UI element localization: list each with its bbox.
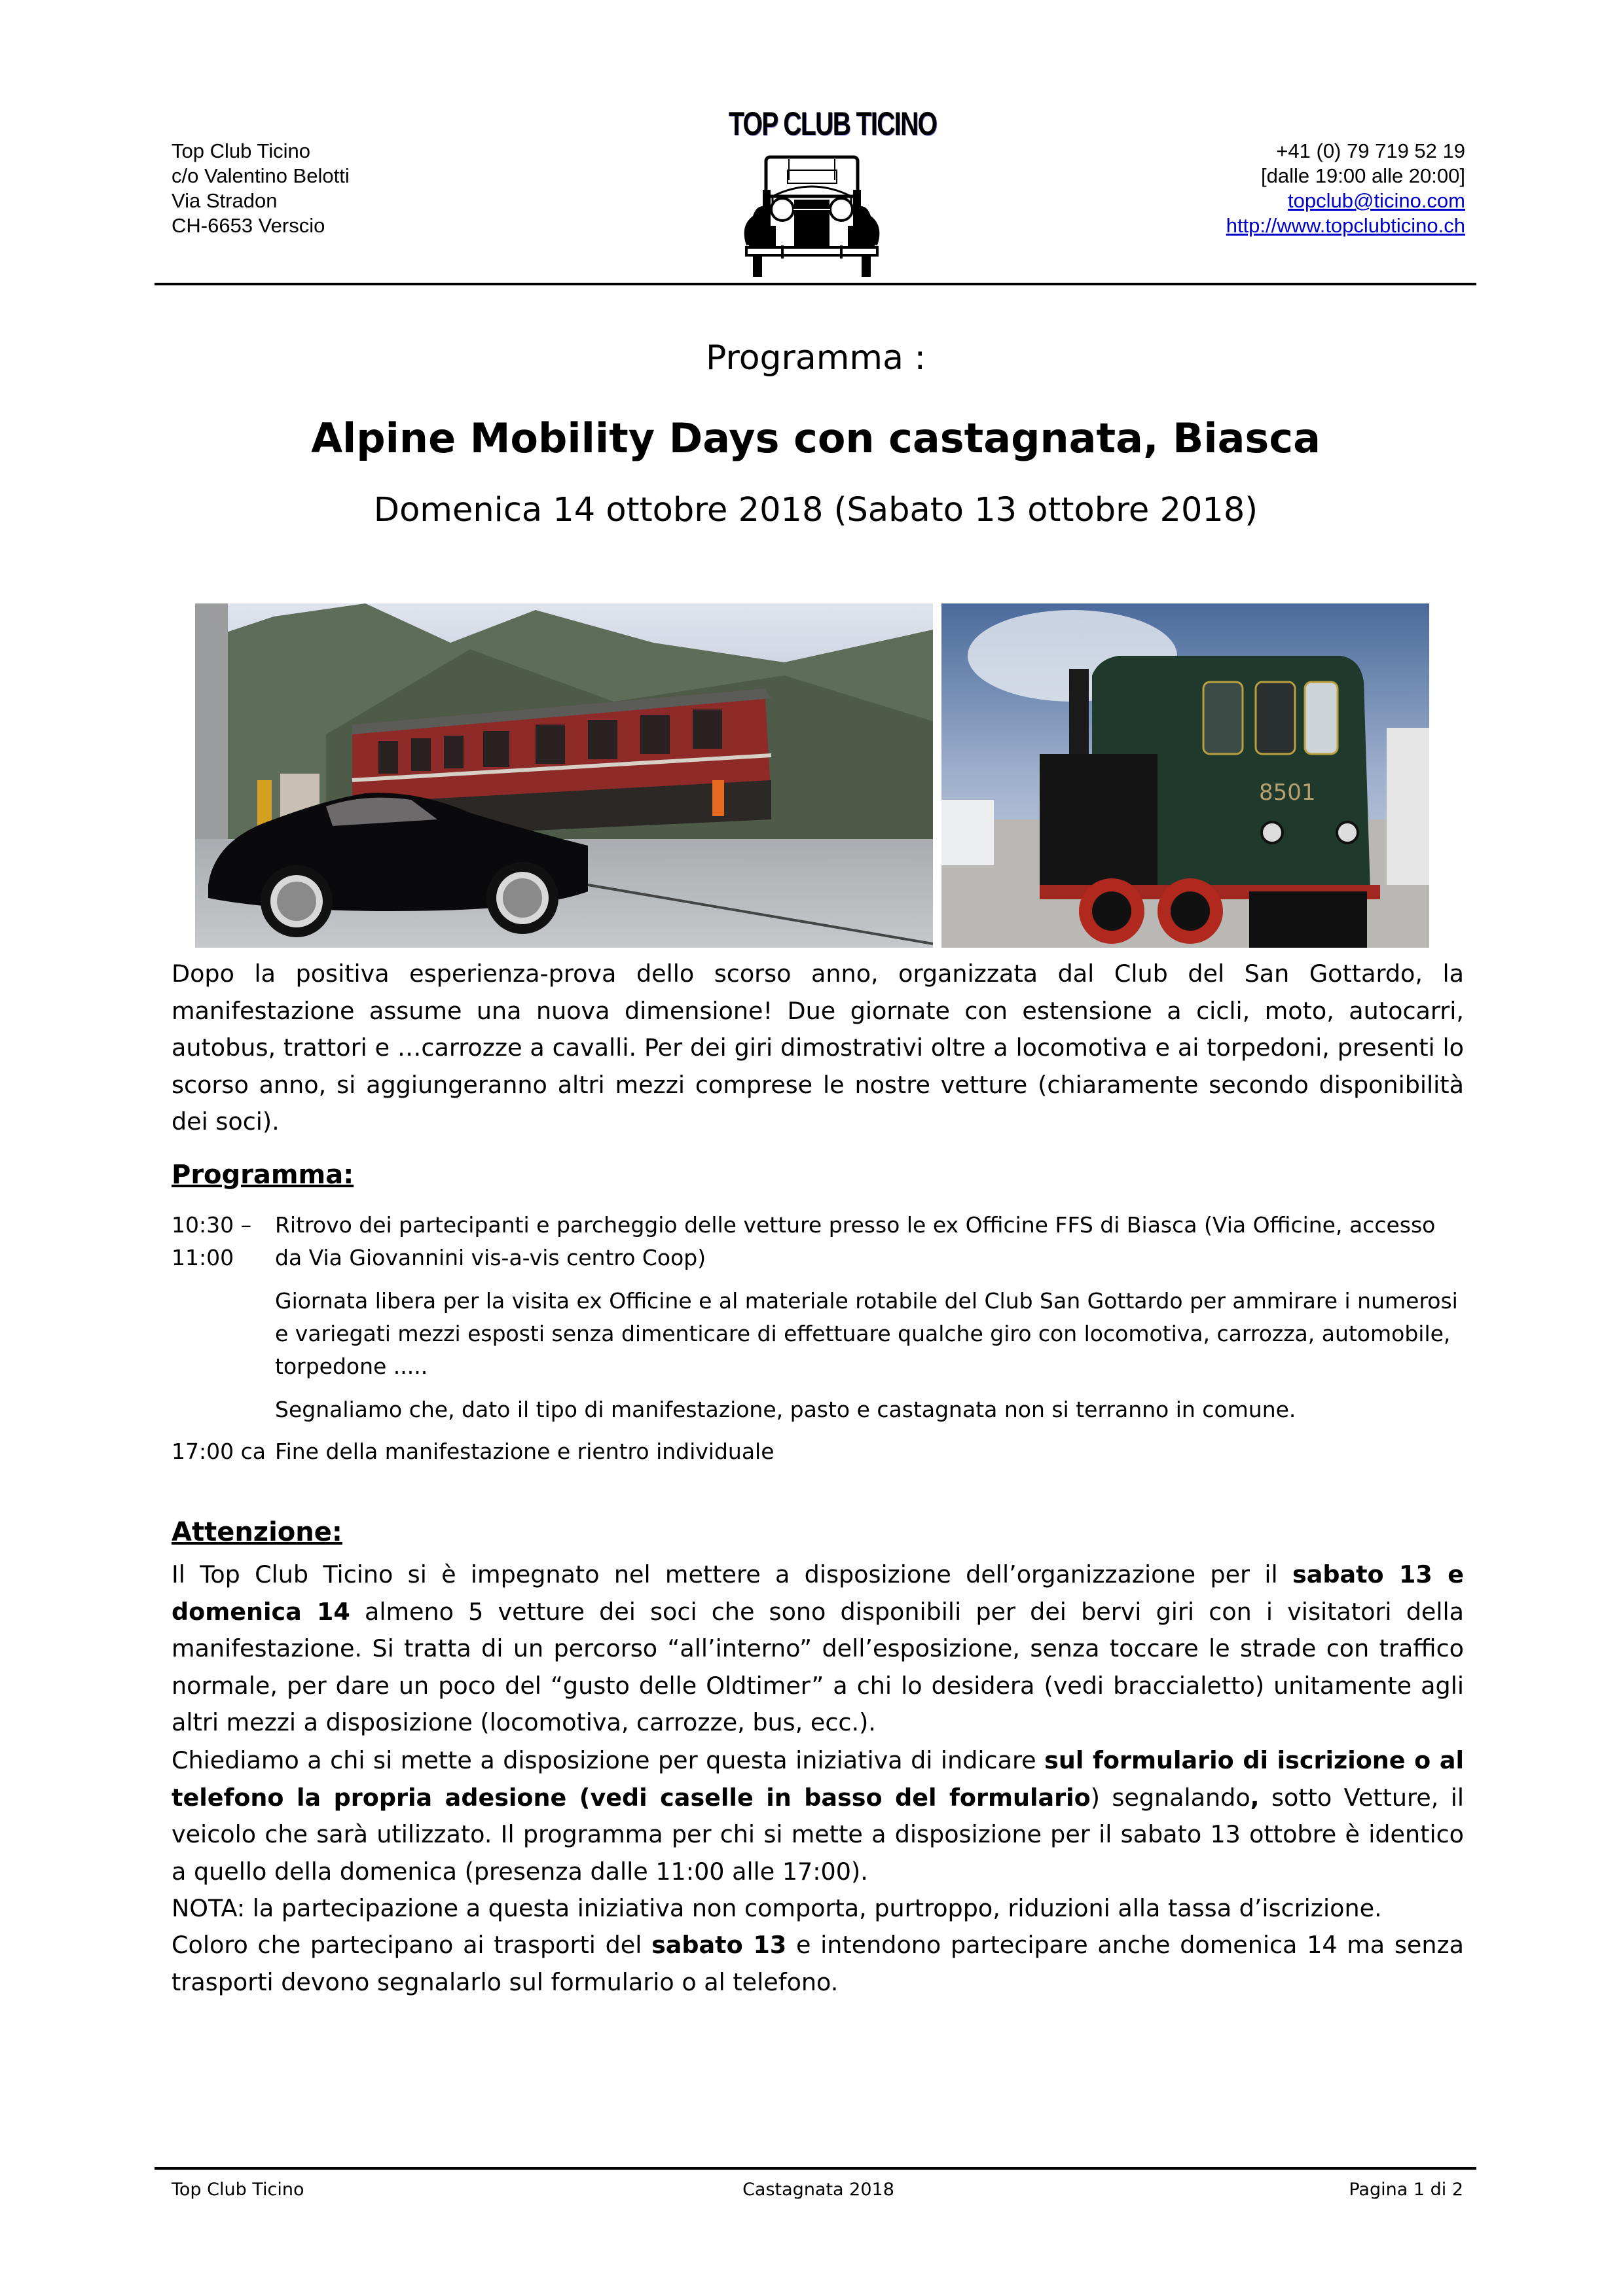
schedule-item: Ritrovo dei partecipanti e parcheggio delle vetture presso le ex Officine FFS di Biasca (Via Officine, accesso da Via Giovannini vis-a-vis centro Coop) [275, 1212, 1436, 1270]
photo-steam-locomotive [941, 603, 1429, 948]
phone-number: +41 (0) 79 719 52 19 [1276, 139, 1465, 162]
trasporti-paragraph [172, 1927, 1464, 2001]
locomotive-number: 8501 [1259, 780, 1316, 806]
address-line: c/o Valentino Belotti [172, 164, 350, 187]
schedule-item: Segnaliamo che, dato il tipo di manifestazione, pasto e castagnata non si terranno in comune. [275, 1397, 1296, 1422]
sender-address [172, 139, 350, 238]
text-run: e intendono partecipare anche domenica 14 ma senza trasporti devono segnalarlo sul formulario o al telefono. [172, 1931, 1464, 1996]
time-start: 10:30 – [172, 1212, 252, 1238]
event-date: Domenica 14 ottobre 2018 (Sabato 13 ottobre 2018) [373, 491, 1258, 529]
schedule-time: 17:00 ca [172, 1439, 266, 1464]
address-line: Via Stradon [172, 189, 278, 212]
email-link[interactable]: topclub@ticino.com [1288, 189, 1465, 212]
page-title: Alpine Mobility Days con castagnata, Biasca [311, 414, 1321, 462]
text-run: sotto Vetture, il veicolo che sarà utilizzato. Il programma per chi si mette a disposizione per il sabato 13 ottobre è identico a quello della domenica (presenza dalle 11:00 alle 17:00). [172, 1783, 1464, 1886]
footer-club: Top Club Ticino [172, 2179, 304, 2200]
time-end: 11:00 [172, 1245, 234, 1270]
website-link[interactable]: http://www.topclubticino.ch [1226, 214, 1465, 237]
club-logo-text: TOP CLUB TICINO [728, 105, 937, 142]
attenzione-heading: Attenzione: [172, 1517, 342, 1547]
footer-title: Castagnata 2018 [742, 2179, 894, 2200]
text-run: Il Top Club Ticino si è impegnato nel mettere a disposizione dell’organizzazione per il [172, 1560, 1292, 1588]
bold-sabato: sabato 13 [651, 1931, 787, 1959]
bold-dates: sabato 13 e domenica 14 [172, 1560, 1464, 1626]
programma-heading: Programma: [172, 1160, 354, 1190]
photo-corvette-locomotive [195, 603, 933, 948]
text-run: Chiediamo a chi si mette a disposizione per questa iniziativa di indicare [172, 1746, 1045, 1774]
text-run: Coloro che partecipano ai trasporti del [172, 1931, 652, 1959]
schedule-time [172, 1209, 270, 1274]
vintage-car-logo-icon [737, 154, 887, 278]
intro-paragraph: Dopo la positiva esperienza-prova dello scorso anno, organizzata dal Club del San Gottardo, la manifestazione assume una nuova dimensione! Due giornate con estensione a cicli, moto, autocarri, autobus, trattori e …carrozze a cavalli. Per dei giri dimostrativi oltre a locomotiva e ai torpedoni, presenti lo scorso anno, si aggiungeranno altri mezzi comprese le nostre vetture (chiaramente secondo disponibilità dei soci). [172, 960, 1464, 1136]
schedule-item: Giornata libera per la visita ex Officine e al materiale rotabile del Club San Gottardo per ammirare i numerosi e variegati mezzi esposti senza dimenticare di effettuare qualche giro con locomotiva, carrozza, automobile, torpedone ..... [275, 1288, 1458, 1379]
page-number: Pagina 1 di 2 [1349, 2179, 1463, 2200]
address-line: Top Club Ticino [172, 139, 310, 162]
adesione-paragraph [172, 1742, 1464, 1890]
bold-instruction: sul formulario di iscrizione o al telefono la propria adesione (vedi caselle in basso del formulario [172, 1746, 1465, 1812]
phone-hours: [dalle 19:00 alle 20:00] [1261, 164, 1465, 187]
attenzione-paragraph [172, 1556, 1464, 1742]
bold-comma: , [1250, 1783, 1260, 1812]
address-line: CH-6653 Verscio [172, 214, 325, 237]
header-divider [155, 283, 1476, 285]
text-run: almeno 5 vetture dei soci che sono disponibili per dei bervi giri con i visitatori della manifestazione. Si tratta di un percorso “all’interno” dell’esposizione, senza toccare le strade con traffico normale, per dare un poco del “gusto delle Oldtimer” a chi lo desidera (vedi braccialetto) unitamente agli altri mezzi a disposizione (locomotiva, carrozze, bus, ecc.). [172, 1597, 1464, 1736]
contact-info [1226, 139, 1465, 238]
text-run: ) segnalando [1090, 1783, 1250, 1812]
footer-divider [155, 2167, 1476, 2170]
nota-paragraph: NOTA: la partecipazione a questa iniziativa non comporta, purtroppo, riduzioni alla tassa d’iscrizione. [172, 1894, 1382, 1922]
section-title: Programma : [706, 338, 926, 378]
schedule-item: Fine della manifestazione e rientro individuale [275, 1439, 775, 1464]
